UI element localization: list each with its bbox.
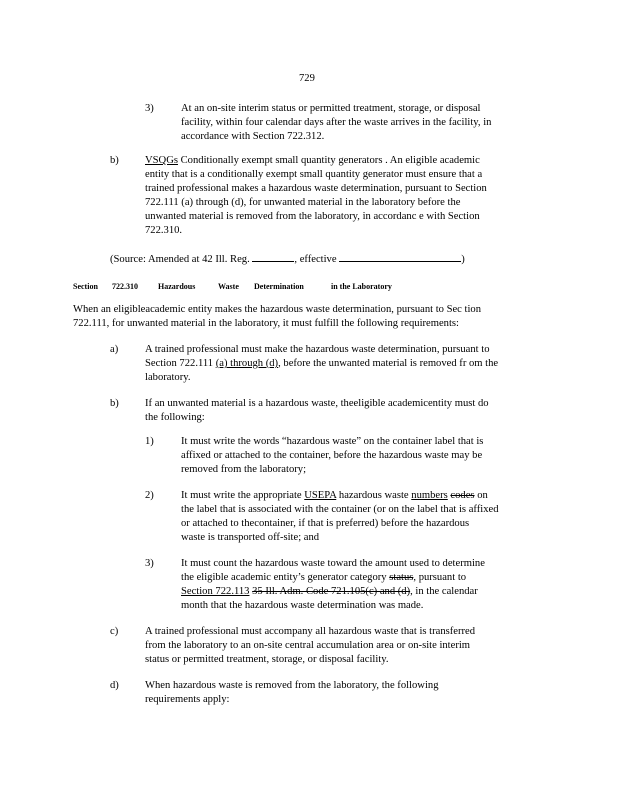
text-line [181,571,515,585]
text-line: removed from the laboratory; [181,464,307,475]
text-line: affixed or attached to the container, before the hazardous waste may be [181,450,483,461]
text-line: 722.111 (a) through (d), for unwanted material in the laboratory before the [145,197,461,208]
subitem-2-text [181,489,537,545]
text-line: A trained professional must accompany all hazardous waste that is transferred [145,626,476,637]
source-suffix: ) [461,254,465,265]
text-run: on [474,490,488,501]
item-d-text [145,679,475,707]
section-number: 722.310 [112,282,138,291]
item-3-text [181,102,537,144]
item-marker: a) [110,344,119,355]
intro-paragraph [73,303,533,331]
section-title-word: in the Laboratory [331,282,392,291]
text-run: , in the calendar [410,586,478,597]
text-line: unwanted material is removed from the laboratory, in accordanc e with Section [145,211,480,222]
section-title-word: Waste [218,282,239,291]
source-prefix: (Source: Amended at 42 Ill. Reg. [110,254,250,265]
text-line: entity that is a conditionally exempt small quantity generator must ensure that a [145,169,483,180]
text-line [145,357,539,371]
text-line: from the laboratory to an on-site central accumulation area or on-site interim [145,640,471,651]
inserted-text: (a) through (d) [215,358,279,369]
inserted-text: Section 722.113 [181,586,250,597]
section-title-word: Hazardous [158,282,196,291]
text-run: , before the unwanted material is removed fr om the [278,358,499,369]
text-line [181,585,515,599]
text-line: 722.310. [145,225,183,236]
text-line: 722.111, for unwanted material in the laboratory, it must fulfill the following requirements: [73,318,459,329]
section-title-word: Determination [254,282,304,291]
item-c-text [145,625,511,667]
text-line: the label that is associated with the container (or on the label that is affixed [181,504,499,515]
text-line: If an unwanted material is a hazardous waste, theeligible academicentity must do [145,398,489,409]
item-marker: b) [110,155,119,166]
text-run: Conditionally exempt small quantity generators . An eligible academic [177,155,480,166]
text-line: month that the hazardous waste determination was made. [181,600,424,611]
deleted-text: status [389,572,414,583]
item-a-text [145,343,539,385]
subitem-1-text [181,435,527,477]
text-line: It must count the hazardous waste toward the amount used to determine [181,558,485,569]
item-b-top-text [145,154,525,238]
text-run: , pursuant to [413,572,467,583]
text-line: facility, within four calendar days after the waste arrives in the facility, in [181,117,492,128]
blank-field [252,252,294,262]
text-run: hazardous waste [336,490,412,501]
deleted-text: 35 Ill. Adm. Code 721.105(c) and (d) [252,586,411,597]
subitem-marker: 2) [145,490,154,501]
text-line: waste is transported off-site; and [181,532,320,543]
text-line: At an on-site interim status or permitted treatment, storage, or disposal [181,103,481,114]
text-run: It must write the appropriate [181,490,305,501]
item-b-text [145,397,535,425]
text-line: the following: [145,412,205,423]
text-line [181,489,537,503]
source-note [110,252,465,266]
deleted-text: codes [450,490,475,501]
text-line: status or permitted treatment, storage, or disposal facility. [145,654,389,665]
item-marker: d) [110,680,119,691]
subitem-marker: 3) [145,558,154,569]
text-line: trained professional makes a hazardous waste determination, pursuant to Section [145,183,487,194]
item-marker: 3) [145,103,154,114]
text-run: the eligible academic entity’s generator category [181,572,390,583]
text-run: Section 722.111 [145,358,216,369]
item-marker: c) [110,626,119,637]
text-line: It must write the words “hazardous waste” on the container label that is [181,436,484,447]
subitem-marker: 1) [145,436,154,447]
text-line: A trained professional must make the hazardous waste determination, pursuant to [145,344,490,355]
text-line: When an eligibleacademic entity makes the hazardous waste determination, pursuant to Sec tion [73,304,482,315]
item-marker: b) [110,398,119,409]
blank-field [339,252,461,262]
inserted-text: USEPA [304,490,337,501]
page-number: 729 [299,73,315,84]
text-line: or attached to thecontainer, if that is preferred) before the hazardous [181,518,470,529]
source-middle: , effective [294,254,337,265]
text-line: laboratory. [145,372,191,383]
inserted-text: numbers [411,490,448,501]
inserted-text: VSQGs [145,155,178,166]
text-line: accordance with Section 722.312. [181,131,325,142]
text-line [145,154,525,168]
subitem-3-text [181,557,515,613]
section-label: Section [73,282,98,291]
text-line: requirements apply: [145,694,230,705]
text-line: When hazardous waste is removed from the laboratory, the following [145,680,439,691]
